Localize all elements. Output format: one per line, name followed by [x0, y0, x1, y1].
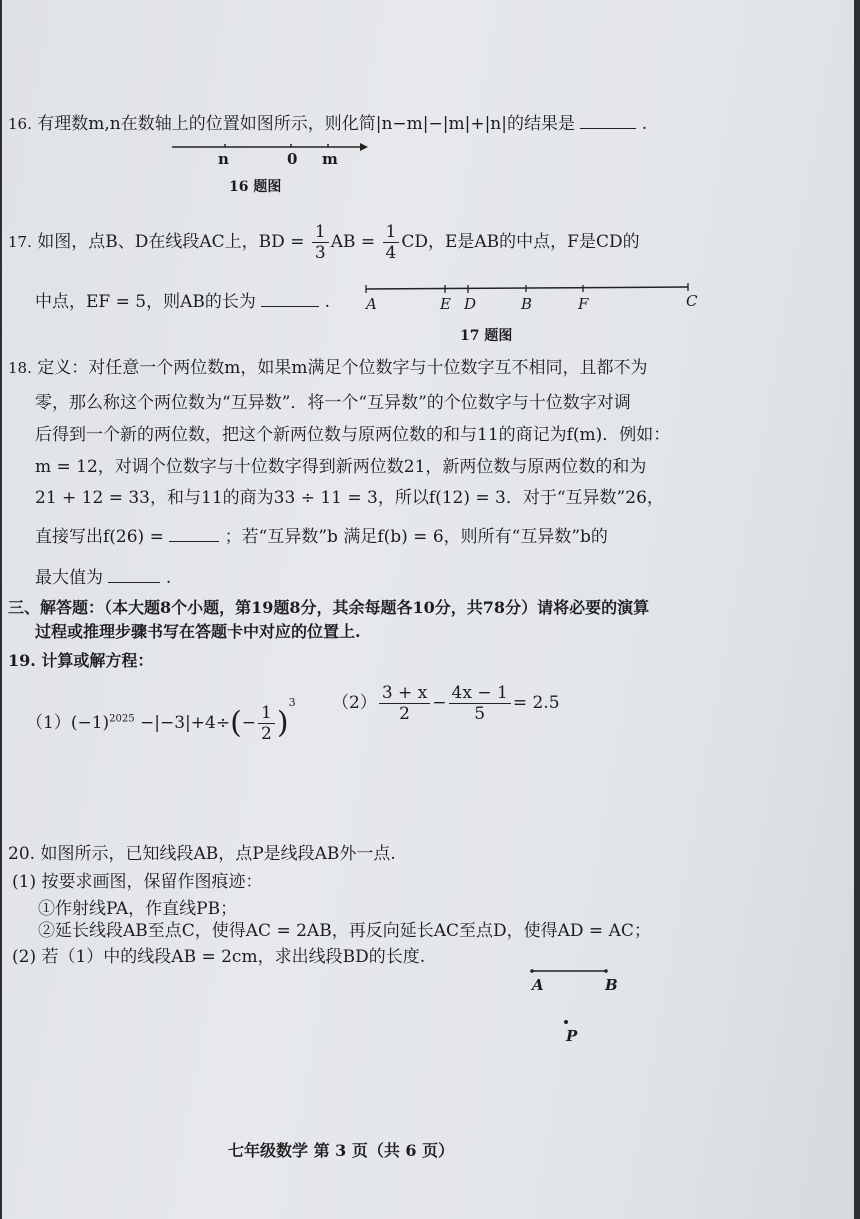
- point-label-D: D: [464, 295, 477, 313]
- point-label-A: A: [366, 295, 377, 313]
- page-footer: 七年级数学 第 3 页（共 6 页）: [228, 1141, 455, 1160]
- question-18-line4: m = 12，对调个位数字与十位数字得到新两位数21，新两位数与原两位数的和为: [35, 457, 647, 477]
- question-18-line6: 直接写出f(26) = ；若“互异数”b 满足f(b) = 6，则所有“互异数”b的: [35, 527, 608, 547]
- answer-blank[interactable]: [261, 290, 319, 307]
- axis-label-n: n: [218, 150, 229, 168]
- question-20-line4: ②延长线段AB至点C，使得AC = 2AB，再反向延长AC至点D，使得AD = AC；: [38, 921, 651, 941]
- section-instructions: 过程或推理步骤书写在答题卡中对应的位置上.: [35, 622, 361, 641]
- point-label-C: C: [686, 292, 698, 310]
- question-17: 17. 如图，点B、D在线段AC上，BD = $\frac{1}{3}$ AB = $\frac{1}{4}$ CD，E是AB的中点，F是CD的: [8, 222, 640, 263]
- question-text: 有理数m,n在数轴上的位置如图所示，则化简|n−m|−|m|+|n|的结果是: [37, 114, 575, 134]
- axis-label-m: m: [322, 150, 338, 168]
- question-18-line1: 18. 定义：对任意一个两位数m，如果m满足个位数字与十位数字互不相同，且都不为: [8, 358, 648, 378]
- question-18-line2: 零，那么称这个两位数为“互异数”．将一个“互异数”的个位数字与十位数字对调: [35, 393, 631, 413]
- fraction-one-half: $\frac{1}{2}$: [258, 703, 275, 744]
- question-17-line2: 中点，EF = 5，则AB的长为 .: [35, 292, 331, 312]
- question-20-line1: 20. 如图所示，已知线段AB，点P是线段AB外一点.: [8, 844, 396, 864]
- exam-page: [2, 0, 854, 1219]
- point-label-E: E: [440, 295, 451, 313]
- question-20-line3: ①作射线PA，作直线PB；: [38, 899, 238, 919]
- point-label-F: F: [578, 295, 589, 313]
- point-label-A: A: [532, 976, 544, 994]
- question-19-title: 19. 计算或解方程：: [8, 651, 154, 670]
- fraction-one-third: $\frac{1}{3}$: [312, 222, 329, 263]
- question-18-line3: 后得到一个新的两位数，把这个新两位数与原两位数的和与11的商记为f(m)．例如：: [35, 425, 671, 445]
- fraction-one-fourth: $\frac{1}{4}$: [383, 222, 400, 263]
- fraction-3-plus-x: $\frac{3 + x}{2}$: [379, 683, 430, 724]
- answer-blank[interactable]: [108, 566, 160, 583]
- question-19-part1: $(1)(-1)^{2025} -|-3|+4\div(-$ $\frac{1}{2}$ )$^3$: [26, 696, 296, 744]
- fraction-4x-minus-1: $\frac{4x - 1}{5}$: [449, 683, 511, 724]
- answer-blank[interactable]: [169, 525, 219, 542]
- number-line-figure: [170, 138, 370, 164]
- question-19-part2: （2） $\frac{3 + x}{2}$ − $\frac{4x - 1}{5}$ = 2.5: [332, 683, 560, 724]
- question-18-line5: 21 + 12 = 33，和与11的商为33 ÷ 11 = 3，所以f(12) = 3．对于“互异数”26，: [35, 488, 664, 508]
- point-label-B: B: [521, 295, 533, 313]
- figure-caption: 16 题图: [229, 179, 282, 195]
- point-label-B: B: [605, 976, 618, 994]
- point-label-P: P: [566, 1027, 578, 1045]
- question-number: 16.: [8, 115, 32, 133]
- question-16: 16. 有理数m,n在数轴上的位置如图所示，则化简|n−m|−|m|+|n|的结果是 .: [8, 114, 648, 134]
- figure-caption: 17 题图: [460, 328, 513, 344]
- question-20-line2: (1) 按要求画图，保留作图痕迹：: [12, 872, 263, 892]
- question-20-line5: (2) 若（1）中的线段AB = 2cm，求出线段BD的长度.: [12, 947, 426, 967]
- question-18-line7: 最大值为 .: [35, 568, 172, 588]
- axis-label-zero: 0: [287, 150, 298, 168]
- section-heading: 三、解答题：（本大题8个小题，第19题8分，其余每题各10分，共78分）请将必要的演算: [8, 598, 650, 617]
- answer-blank[interactable]: [580, 112, 636, 129]
- point-p-dot: [564, 1020, 568, 1024]
